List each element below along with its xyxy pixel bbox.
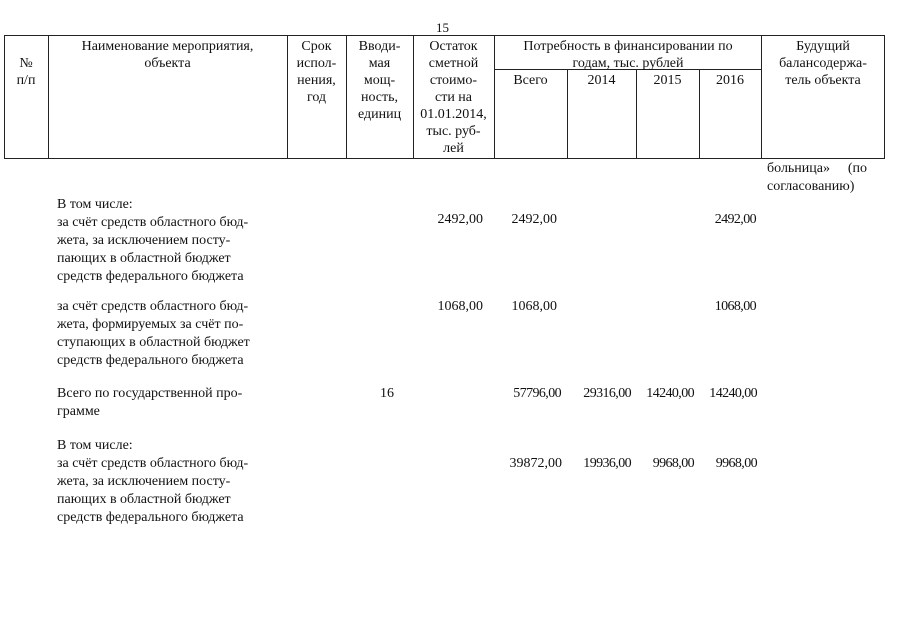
- row-3-2015: 14240,00: [646, 386, 694, 401]
- page-number: 15: [436, 20, 449, 35]
- table-border-left: [4, 35, 5, 159]
- row-2-total: 1068,00: [511, 299, 557, 314]
- header-remainder: Остаток сметной стоимо- сти на 01.01.2014, тыс. руб- лей: [420, 39, 487, 156]
- row-4-name: В том числе: за счёт средств областного бюд- жета, за исключением посту- пающих в областной бюджет средств федерального бюджета: [57, 437, 283, 527]
- owner-carryover-paren: (по: [847, 161, 867, 176]
- row-4-2015: 9968,00: [652, 456, 694, 471]
- row-4-heading: В том числе:: [57, 438, 133, 453]
- row-3-total: 57796,00: [513, 386, 561, 401]
- row-1-2016: 2492,00: [714, 212, 756, 227]
- owner-carryover-word: больница»: [767, 161, 830, 176]
- row-4-total: 39872,00: [509, 456, 562, 471]
- table-header: [4, 35, 885, 159]
- row-4-2014: 19936,00: [583, 456, 631, 471]
- table-border-top: [4, 35, 885, 36]
- row-2-remainder: 1068,00: [437, 299, 483, 314]
- header-year-2016: 2016: [716, 73, 744, 88]
- header-owner: Будущий балансодержа- тель объекта: [779, 39, 867, 88]
- header-name: Наименование мероприятия, объекта: [81, 39, 254, 71]
- header-year-2014: 2014: [587, 73, 616, 88]
- row-4-2016: 9968,00: [715, 456, 757, 471]
- row-1-total: 2492,00: [511, 212, 557, 227]
- row-1-heading: В том числе:: [57, 197, 133, 212]
- row-1-remainder: 2492,00: [437, 212, 483, 227]
- owner-carryover-line2: согласованию): [767, 179, 855, 194]
- header-year-2015: 2015: [653, 73, 682, 88]
- header-number: № п/п: [16, 56, 36, 88]
- header-funding-group: Потребность в финансировании по годам, тыс. рублей: [523, 39, 733, 71]
- table-border-bottom: [4, 158, 885, 159]
- header-capacity: Вводи- мая мощ- ность, единиц: [357, 39, 402, 122]
- row-1-name: В том числе: за счёт средств областного бюд- жета, за исключением посту- пающих в областной бюджет средств федерального бюджета: [57, 196, 283, 286]
- row-3-2016: 14240,00: [709, 386, 757, 401]
- header-term: Срок испол- нения, год: [296, 39, 337, 105]
- header-funding-total: Всего: [513, 73, 548, 88]
- owner-carryover: [767, 160, 867, 196]
- row-3-2014: 29316,00: [583, 386, 631, 401]
- row-2-2016: 1068,00: [714, 299, 756, 314]
- row-2-name: за счёт средств областного бюд- жета, формируемых за счёт по- ступающих в областной бюджет средств федерального бюджета: [57, 299, 250, 368]
- row-3-name: Всего по государственной про- грамме: [57, 386, 243, 419]
- row-3-capacity: 16: [380, 386, 394, 401]
